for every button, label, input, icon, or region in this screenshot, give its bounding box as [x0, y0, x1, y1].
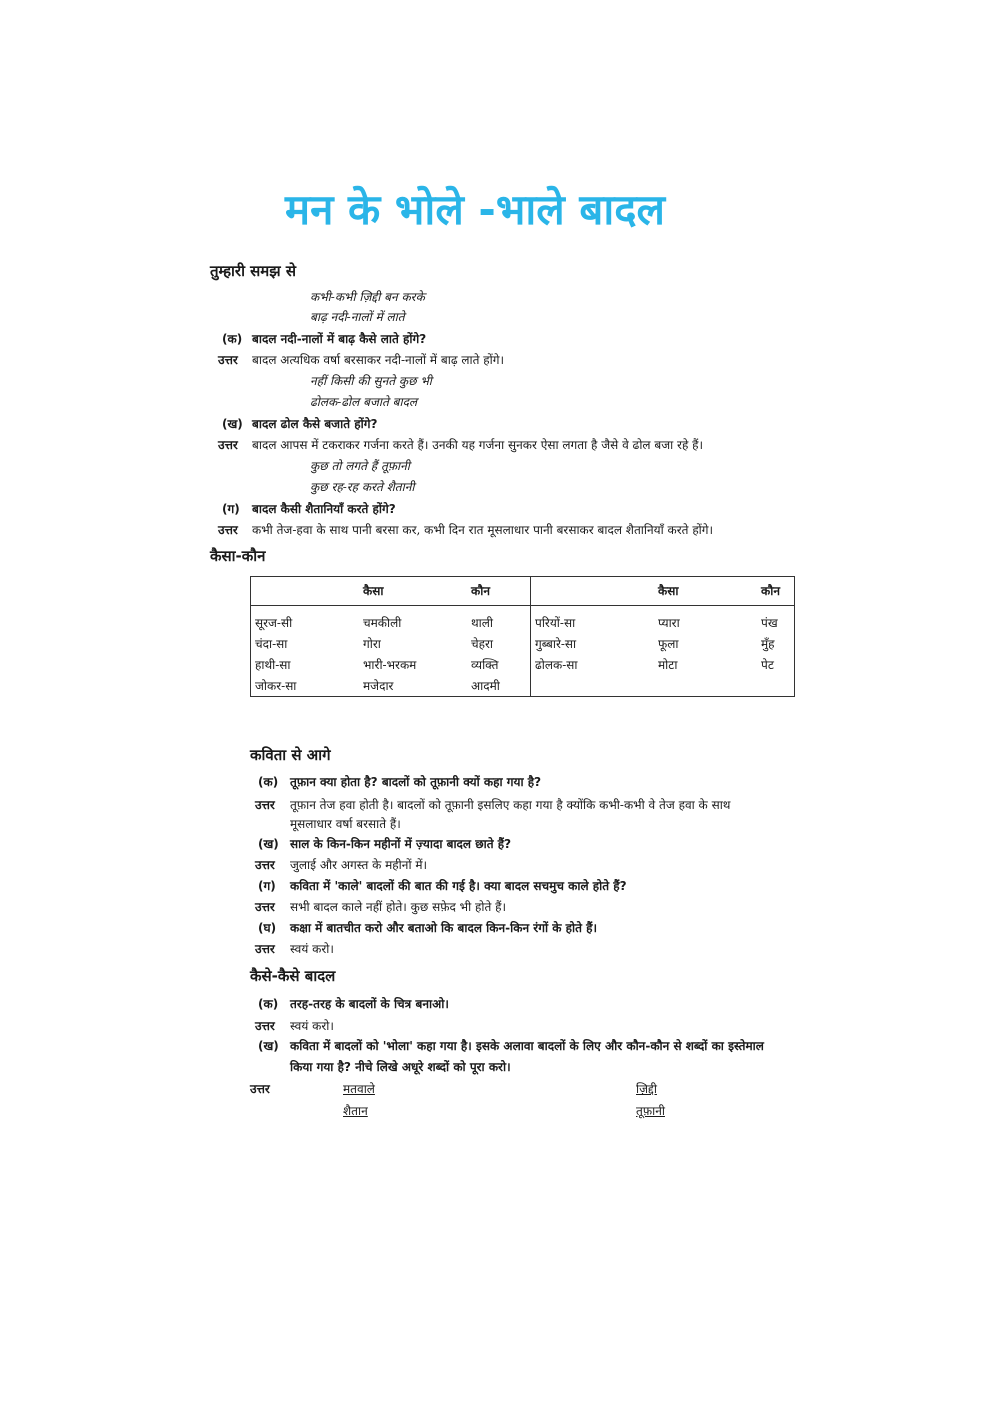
table-cell: भारी-भरकम [363, 658, 417, 672]
poem-line: ढोलक-ढोल बजाते बादल [310, 395, 418, 409]
table-header: कौन [757, 577, 795, 606]
answer-text: स्वयं करो। [290, 942, 334, 956]
table-header [251, 577, 360, 606]
table-cell: चमकीली [363, 616, 402, 630]
answer-word: तूफ़ानी [636, 1104, 665, 1118]
poem-line: कभी-कभी ज़िद्दी बन करके [310, 290, 425, 304]
answer-tag: उत्तर [255, 900, 275, 914]
answer-tag: उत्तर [255, 858, 275, 872]
poem-line: कुछ तो लगते हैं तूफ़ानी [310, 459, 410, 473]
table-cell: सूरज-सी [251, 612, 360, 633]
answer-text: स्वयं करो। [290, 1019, 334, 1033]
section-heading-understanding: तुम्हारी समझ से [210, 262, 296, 280]
poem-line: बाढ़ नदी-नालों में लाते [310, 310, 405, 324]
question-text: बादल ढोल कैसे बजाते होंगे? [252, 417, 378, 431]
table-cell: मुँह [757, 633, 795, 654]
question-tag: (ख) [222, 417, 243, 431]
table-header [531, 577, 655, 606]
question-tag: (ख) [258, 1039, 279, 1053]
table-row [251, 633, 795, 654]
question-tag: (क) [258, 997, 279, 1011]
table-cell: परियों-सा [531, 612, 655, 633]
table-cell: पेट [757, 654, 795, 675]
table-cell: पंख [757, 612, 795, 633]
table-header-row [251, 577, 795, 606]
table-cell: हाथी-सा [251, 654, 360, 675]
answer-tag: उत्तर [218, 523, 238, 537]
question-text: तरह-तरह के बादलों के चित्र बनाओ। [290, 997, 449, 1011]
table-row [251, 654, 795, 675]
table-cell: ढोलक-सा [531, 654, 655, 675]
answer-word: शैतान [343, 1104, 368, 1118]
table-cell [757, 675, 795, 697]
kaisa-kaun-table [250, 576, 795, 697]
table-cell: चंदा-सा [251, 633, 360, 654]
answer-tag: उत्तर [255, 798, 275, 812]
table-cell: प्यारा [658, 616, 680, 630]
question-tag: (घ) [258, 921, 277, 935]
table-header: कैसा [359, 577, 467, 606]
poem-line: कुछ रह-रह करते शैतानी [310, 480, 415, 494]
section-heading-types-of-clouds: कैसे-कैसे बादल [250, 967, 336, 985]
answer-text: जुलाई और अगस्त के महीनों में। [290, 858, 428, 872]
table-cell: जोकर-सा [251, 675, 360, 697]
answer-tag: उत्तर [218, 353, 238, 367]
table-cell: गोरा [363, 637, 381, 651]
answer-word: ज़िद्दी [636, 1082, 657, 1096]
question-text: साल के किन-किन महीनों में ज़्यादा बादल छाते हैं? [290, 837, 512, 851]
answer-word: मतवाले [343, 1082, 375, 1096]
table-cell: मोटा [658, 658, 678, 672]
answer-text: बादल आपस में टकराकर गर्जना करते हैं। उनकी यह गर्जना सुनकर ऐसा लगता है जैसे वे ढोल बजा रहे हैं। [252, 438, 704, 452]
section-heading-beyond-poem: कविता से आगे [250, 746, 331, 764]
page-title: मन के भोले -भाले बादल [284, 185, 665, 234]
question-text: कविता में बादलों को 'भोला' कहा गया है। इसके अलावा बादलों के लिए और कौन-कौन से शब्दों का इस्तेमाल [290, 1039, 764, 1053]
question-tag: (क) [258, 775, 279, 789]
section-heading-kaisa-kaun: कैसा-कौन [210, 547, 266, 565]
poem-line: नहीं किसी की सुनते कुछ भी [310, 374, 432, 388]
answer-tag: उत्तर [218, 438, 238, 452]
table-cell: गुब्बारे-सा [531, 633, 655, 654]
table-cell: फूला [658, 637, 679, 651]
answer-text: बादल अत्यधिक वर्षा बरसाकर नदी-नालों में बाढ़ लाते होंगे। [252, 353, 505, 367]
question-text: कक्षा में बातचीत करो और बताओ कि बादल किन-किन रंगों के होते हैं। [290, 921, 598, 935]
question-tag: (ग) [258, 879, 276, 893]
table-cell: मजेदार [359, 675, 467, 697]
question-text: बादल कैसी शैतानियाँ करते होंगे? [252, 502, 396, 516]
table-cell [654, 675, 757, 697]
answer-tag: उत्तर [250, 1082, 270, 1096]
question-text: तूफ़ान क्या होता है? बादलों को तूफ़ानी क्यों कहा गया है? [290, 775, 542, 789]
table-header: कैसा [654, 577, 757, 606]
table-cell [531, 675, 655, 697]
question-text: किया गया है? नीचे लिखे अधूरे शब्दों को पूरा करो। [290, 1060, 511, 1074]
table-cell: आदमी [467, 675, 531, 697]
question-text: कविता में 'काले' बादलों की बात की गई है। क्या बादल सचमुच काले होते हैं? [290, 879, 627, 893]
answer-tag: उत्तर [255, 1019, 275, 1033]
answer-text: तूफ़ान तेज हवा होती है। बादलों को तूफ़ानी इसलिए कहा गया है क्योंकि कभी-कभी वे तेज हवा के साथ [290, 798, 731, 812]
question-text: बादल नदी-नालों में बाढ़ कैसे लाते होंगे? [252, 332, 427, 346]
question-tag: (ख) [258, 837, 279, 851]
table-row [251, 612, 795, 633]
table-row [251, 675, 795, 697]
answer-text: कभी तेज-हवा के साथ पानी बरसा कर, कभी दिन रात मूसलाधार पानी बरसाकर बादल शैतानियाँ करते होंगे। [252, 523, 714, 537]
answer-tag: उत्तर [255, 942, 275, 956]
answer-text: सभी बादल काले नहीं होते। कुछ सफ़ेद भी होते हैं। [290, 900, 507, 914]
table-header: कौन [467, 577, 531, 606]
question-tag: (ग) [222, 502, 240, 516]
table-cell: थाली [471, 616, 494, 630]
question-tag: (क) [222, 332, 243, 346]
table-cell: चेहरा [471, 637, 494, 651]
answer-text: मूसलाधार वर्षा बरसाते हैं। [290, 817, 401, 831]
table-cell: व्यक्ति [471, 658, 499, 672]
